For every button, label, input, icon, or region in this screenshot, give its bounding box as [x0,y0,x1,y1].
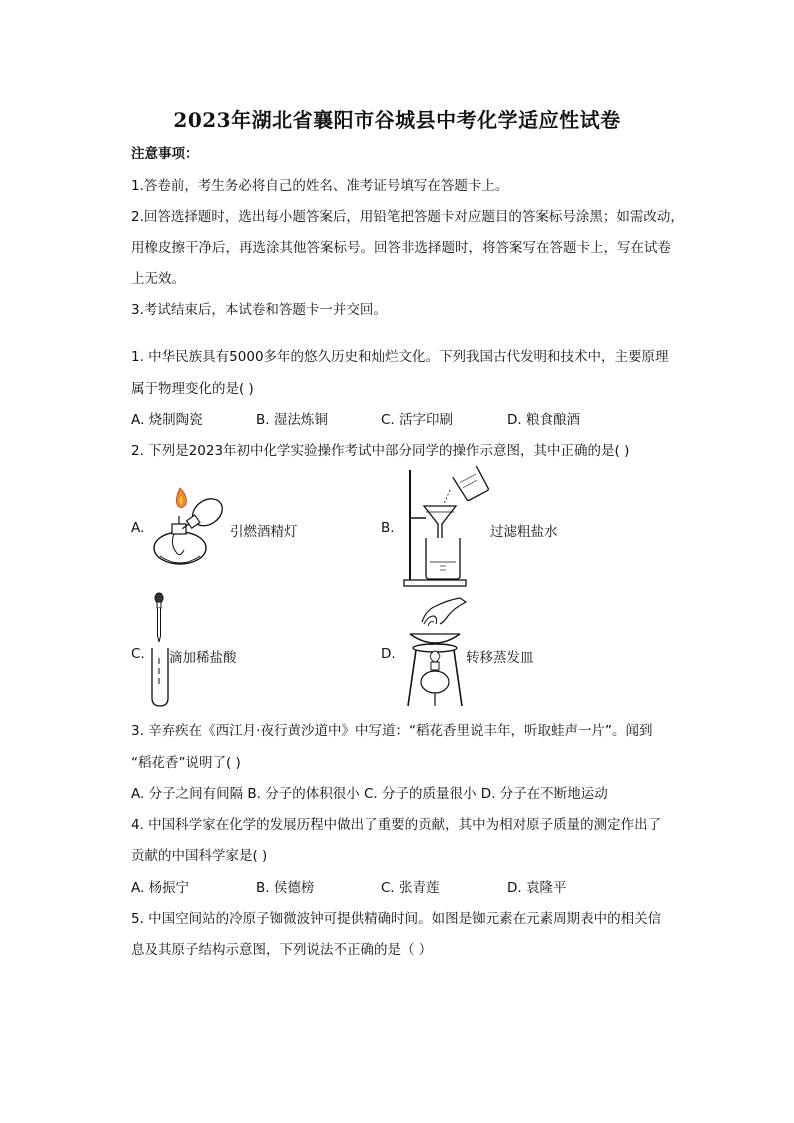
notice-heading: 注意事项： [131,146,199,162]
notice-item-2-line-3: 上无效。 [131,271,185,287]
q1-option-a: A. 烧制陶瓷 [131,412,203,428]
q4-stem-line-2: 贡献的中国科学家是( ) [131,848,268,864]
notice-item-3: 3.考试结束后，本试卷和答题卡一并交回。 [131,302,387,318]
q5-stem-line-1: 5. 中国空间站的冷原子铷微波钟可提供精确时间。如图是铷元素在元素周期表中的相关信 [131,911,662,927]
q2-option-d-label: 转移蒸发皿 [466,650,534,666]
q2-option-a-letter: A. [131,520,145,536]
q2-stem: 2. 下列是2023年初中化学实验操作考试中部分同学的操作示意图，其中正确的是( ) [131,443,630,459]
q4-option-d: D. 袁隆平 [507,880,567,896]
q5-stem-line-2: 息及其原子结构示意图，下列说法不正确的是（ ） [131,942,433,958]
q2-option-c-label: 滴加稀盐酸 [169,650,237,666]
q1-option-c: C. 活字印刷 [381,412,454,428]
q3-options: A. 分子之间有间隔 B. 分子的体积很小 C. 分子的质量很小 D. 分子在不断地运动 [131,786,608,802]
notice-item-2-line-1: 2.回答选择题时，选出每小题答案后，用铅笔把答题卡对应题目的答案标号涂黑；如需改动， [131,209,684,225]
q4-option-b: B. 侯德榜 [256,880,315,896]
q2-option-d-letter: D. [381,646,396,662]
page-title: 2023年湖北省襄阳市谷城县中考化学适应性试卷 [173,108,621,132]
q3-stem-line-2: “稻花香”说明了( ) [131,755,241,771]
q1-option-d: D. 粮食酿酒 [507,412,580,428]
q1-stem-line-2: 属于物理变化的是( ) [131,381,254,397]
notice-item-1: 1.答卷前，考生务必将自己的姓名、准考证号填写在答题卡上。 [131,178,509,194]
q4-option-a: A. 杨振宁 [131,880,190,896]
q2-option-b-label: 过滤粗盐水 [490,524,558,540]
q4-stem-line-1: 4. 中国科学家在化学的发展历程中做出了重要的贡献，其中为相对原子质量的测定作出了 [131,817,662,833]
notice-item-2-line-2: 用橡皮擦干净后，再选涂其他答案标号。回答非选择题时，将答案写在答题卡上，写在试卷 [131,240,671,256]
alcohol-lamp-lighting-figure [150,484,232,574]
q2-option-c-letter: C. [131,646,145,662]
q2-option-a-label: 引燃酒精灯 [230,524,298,540]
q1-option-b: B. 湿法炼铜 [256,412,328,428]
q3-stem-line-1: 3. 辛弃疾在《西江月·夜行黄沙道中》中写道：“稻花香里说丰年，听取蛙声一片”。闻到 [131,723,653,739]
q4-option-c: C. 张青莲 [381,880,440,896]
q1-stem-line-1: 1. 中华民族具有5000多年的悠久历史和灿烂文化。下列我国古代发明和技术中，主要原理 [131,349,669,365]
filtration-figure [400,466,492,590]
evaporating-dish-figure [400,596,470,710]
q2-option-b-letter: B. [381,520,395,536]
